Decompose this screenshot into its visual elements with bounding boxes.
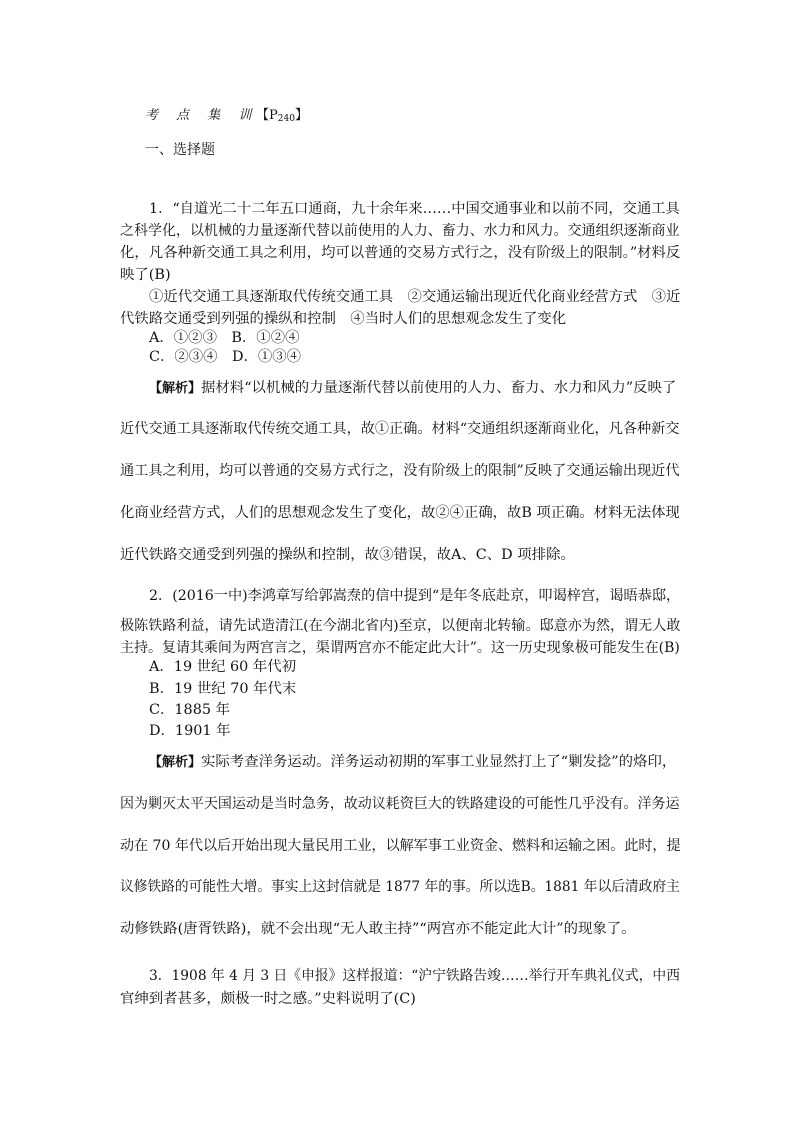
question-line: 主持。复请其乘间为两宫言之，渠谓两宫亦不能定此大计”。这一历史现象极可能发生在(B) bbox=[120, 640, 680, 656]
explanation-line: 因为剿灭太平天国运动是当时急务，故动议耗资巨大的铁路建设的可能性几乎没有。洋务运 bbox=[120, 796, 680, 812]
explanation-line bbox=[149, 378, 676, 399]
answer-option: D．1901 年 bbox=[149, 723, 231, 739]
page-reference-open: 【P bbox=[256, 108, 278, 123]
explanation-line bbox=[149, 752, 676, 773]
question-line: 极陈铁路利益，请先试造清江(在今湖北省内)至京，以便南北转输。邸意亦为然，谓无人敢 bbox=[120, 618, 681, 634]
question-line: 1．“自道光二十二年五口通商，九十余年来……中国交通事业和以前不同，交通工具 bbox=[149, 201, 680, 217]
page-reference-number: 240 bbox=[277, 114, 295, 124]
explanation-line: 动修铁路(唐胥铁路)，就不会出现“无人敢主持”“两宫亦不能定此大计”的现象了。 bbox=[120, 921, 636, 937]
explanation-text: 据材料“以机械的力量逐渐代替以前使用的人力、畜力、水力和风力”反映了 bbox=[201, 380, 677, 396]
page-reference-close: 】 bbox=[294, 108, 308, 123]
answer-option: C．1885 年 bbox=[149, 702, 230, 718]
statement-line: ①近代交通工具逐渐取代传统交通工具 ②交通运输出现近代化商业经营方式 ③近 bbox=[149, 289, 681, 305]
explanation-line: 动在 70 年代以后开始出现大量民用工业，以解军事工业资金、燃料和运输之困。此时，提 bbox=[120, 838, 681, 854]
question-line: 之科学化，以机械的力量逐渐代替以前使用的人力、畜力、水力和风力。交通组织逐渐商业 bbox=[120, 223, 680, 239]
explanation-line: 议修铁路的可能性大增。事实上这封信就是 1877 年的事。所以选B。1881 年以后清政府主 bbox=[120, 879, 680, 895]
explanation-line: 近代交通工具逐渐取代传统交通工具，故①正确。材料“交通组织逐渐商业化，凡各种新交 bbox=[120, 421, 680, 437]
section-title: 一、选择题 bbox=[145, 142, 215, 158]
statement-line: 代铁路交通受到列强的操纵和控制 ④当时人们的思想观念发生了变化 bbox=[120, 311, 567, 327]
page-reference bbox=[256, 106, 308, 129]
answer-option: B．19 世纪 70 年代末 bbox=[149, 681, 297, 697]
answer-options: A．①②③ B．①②④ bbox=[149, 330, 300, 346]
explanation-tag: 【解析】 bbox=[149, 755, 202, 770]
explanation-text: 实际考查洋务运动。洋务运动初期的军事工业显然打上了“剿发捻”的烙印， bbox=[201, 754, 677, 770]
explanation-line: 近代铁路交通受到列强的操纵和控制，故③错误，故A、C、D 项排除。 bbox=[120, 547, 575, 563]
header-title: 考 点 集 训 bbox=[145, 108, 259, 123]
explanation-tag: 【解析】 bbox=[149, 381, 202, 396]
question-line: 化，凡各种新交通工具之利用，均可以普通的交易方式行之，没有阶级上的限制。”材料反 bbox=[120, 245, 681, 261]
explanation-line: 化商业经营方式，人们的思想观念发生了变化，故②④正确，故B 项正确。材料无法体现 bbox=[120, 505, 680, 521]
explanation-line: 通工具之利用，均可以普通的交易方式行之，没有阶级上的限制”反映了交通运输出现近代 bbox=[120, 463, 680, 479]
question-line: 2．(2016一中)李鸿章写给郭嵩焘的信中提到“是年冬底赴京，叩谒梓宫，谒晤恭邸， bbox=[149, 588, 681, 604]
answer-option: A．19 世纪 60 年代初 bbox=[149, 659, 297, 675]
answer-options: C．②③④ D．①③④ bbox=[149, 349, 302, 365]
question-line: 3．1908 年 4 月 3 日《申报》这样报道：“沪宁铁路告竣……举行开车典礼仪式，中西 bbox=[149, 968, 680, 984]
question-line: 官绅到者甚多，颇极一时之感。”史料说明了(C) bbox=[120, 991, 416, 1007]
question-line: 映了(B) bbox=[120, 267, 171, 283]
